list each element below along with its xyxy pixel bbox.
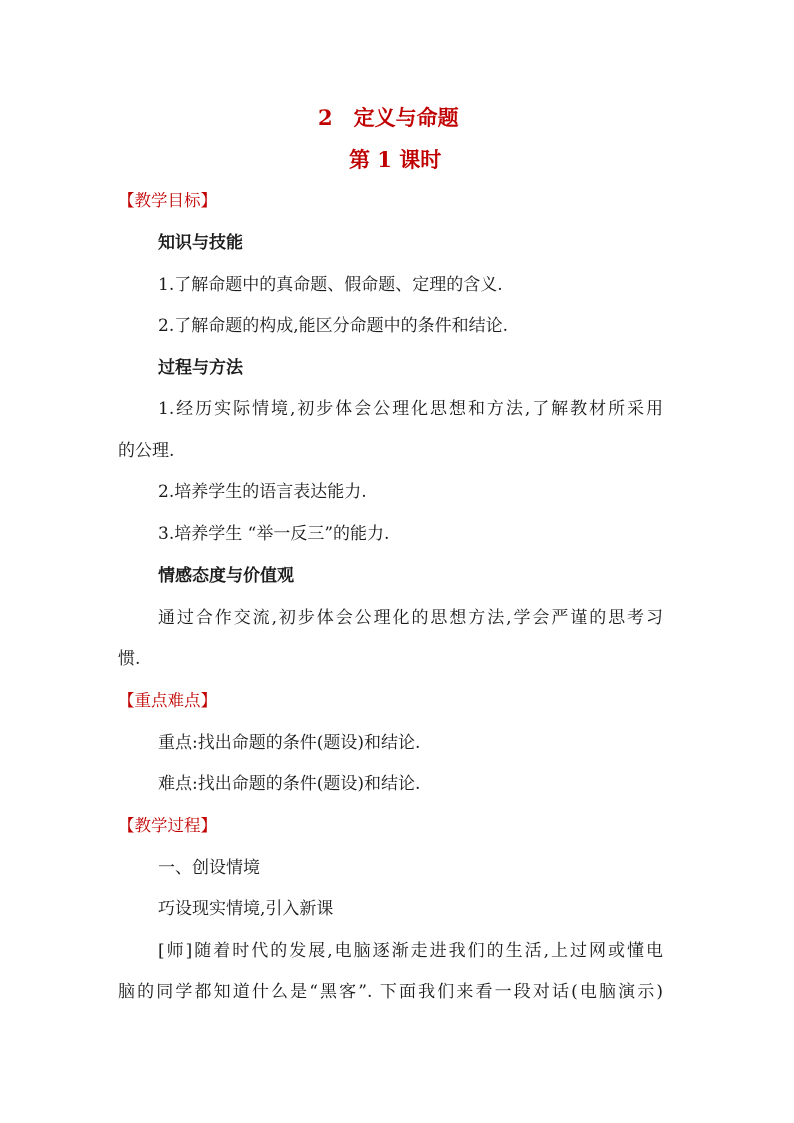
section-heading-key-points: 【重点难点】 bbox=[118, 691, 217, 710]
paragraph-teacher-line1: [师]随着时代的发展,电脑逐渐走进我们的生活,上过网或懂电 bbox=[158, 941, 663, 961]
paragraph-focus: 重点:找出命题的条件(题设)和结论. bbox=[158, 733, 421, 753]
paragraph-process-2: 2.培养学生的语言表达能力. bbox=[158, 482, 367, 502]
paragraph-knowledge-2: 2.了解命题的构成,能区分命题中的条件和结论. bbox=[158, 316, 509, 336]
paragraph-process-3: 3.培养学生 “举一反三”的能力. bbox=[158, 524, 390, 544]
page-subtitle: 第 1 课时 bbox=[349, 147, 442, 172]
paragraph-attitude-line1: 通过合作交流,初步体会公理化的思想方法,学会严谨的思考习 bbox=[158, 608, 663, 628]
paragraph-difficulty: 难点:找出命题的条件(题设)和结论. bbox=[158, 774, 421, 794]
paragraph-step1: 一、创设情境 bbox=[158, 858, 260, 878]
paragraph-process-1-line2: 的公理. bbox=[118, 441, 175, 461]
subheading-process-method: 过程与方法 bbox=[158, 358, 243, 378]
paragraph-knowledge-1: 1.了解命题中的真命题、假命题、定理的含义. bbox=[158, 275, 503, 295]
page-title: 2 定义与命题 bbox=[318, 105, 459, 130]
section-heading-objectives: 【教学目标】 bbox=[118, 191, 217, 210]
paragraph-step1-sub: 巧设现实情境,引入新课 bbox=[158, 899, 334, 919]
paragraph-attitude-line2: 惯. bbox=[118, 649, 141, 669]
paragraph-teacher-line2: 脑的同学都知道什么是“黑客”. 下面我们来看一段对话(电脑演示) bbox=[118, 982, 663, 1002]
section-heading-process: 【教学过程】 bbox=[118, 816, 217, 835]
subheading-attitude: 情感态度与价值观 bbox=[158, 566, 294, 586]
subheading-knowledge: 知识与技能 bbox=[158, 233, 243, 253]
paragraph-process-1-line1: 1.经历实际情境,初步体会公理化思想和方法,了解教材所采用 bbox=[158, 399, 663, 419]
